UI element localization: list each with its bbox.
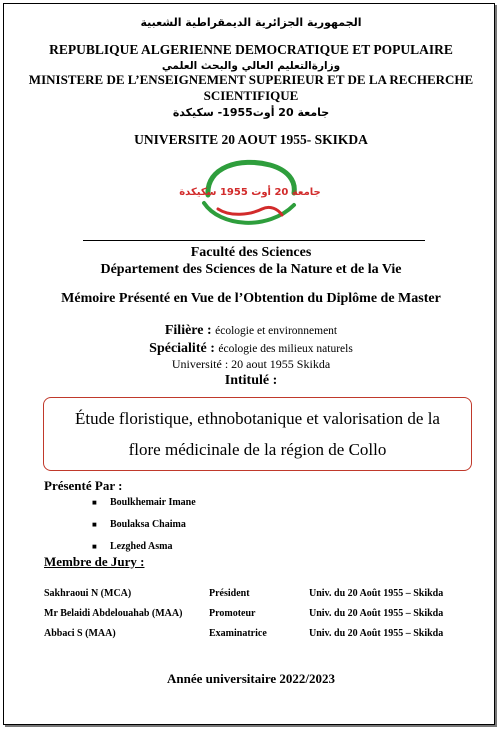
specialite-line: [0, 341, 502, 357]
academic-year: Année universitaire 2022/2023: [166, 671, 336, 686]
thesis-title-box: [43, 397, 472, 471]
jury-member-affiliation: Univ. du 20 Août 1955 – Skikda: [309, 587, 444, 599]
table-row: [44, 603, 484, 623]
jury-member-affiliation: Univ. du 20 Août 1955 – Skikda: [309, 627, 444, 639]
arabic-university-heading: جامعة 20 أوت1955- سكيكدة: [172, 106, 330, 119]
jury-member-role: Examinatrice: [209, 627, 267, 639]
republic-heading: REPUBLIQUE ALGERIENNE DEMOCRATIQUE ET POPULAIRE: [49, 42, 453, 57]
table-row: [44, 623, 484, 643]
presented-by-label: Présenté Par :: [44, 478, 123, 493]
bullet-icon: ■: [92, 542, 97, 551]
filiere-label: Filière :: [164, 323, 212, 338]
jury-member-name: Mr Belaidi Abdelouahab (MAA): [44, 607, 183, 619]
jury-member-name: Abbaci S (MAA): [44, 627, 116, 639]
specialite-label: Spécialité :: [149, 341, 215, 356]
arabic-ministry-heading: وزارةالتعليم العالي والبحث العلمي: [161, 60, 341, 72]
ministry-heading-line2: SCIENTIFIQUE: [203, 88, 299, 103]
students-list: [90, 492, 196, 558]
department-name: Département des Sciences de la Nature et de la Vie: [100, 262, 402, 277]
list-item: [90, 492, 196, 514]
student-name: Boulaksa Chaima: [110, 519, 186, 530]
specialite-value: écologie des milieux naturels: [218, 343, 353, 355]
student-name: Boulkhemair Imane: [110, 497, 196, 508]
jury-member-role: Président: [209, 587, 250, 599]
jury-label: Membre de Jury :: [44, 554, 145, 569]
separator-line: [83, 240, 425, 241]
university-heading: UNIVERSITE 20 AOUT 1955- SKIKDA: [134, 132, 368, 147]
jury-table: [44, 583, 484, 643]
faculty-name: Faculté des Sciences: [190, 245, 312, 260]
jury-member-name: Sakhraoui N (MCA): [44, 587, 132, 599]
student-name: Lezghed Asma: [110, 541, 173, 552]
memoire-statement: Mémoire Présenté en Vue de l’Obtention du Diplôme de Master: [61, 291, 441, 306]
table-row: [44, 583, 484, 603]
thesis-title-line2: flore médicinale de la région de Collo: [128, 440, 387, 459]
university-logo: [179, 153, 321, 233]
arabic-republic-heading: الجمهورية الجزائرية الديمقراطية الشعبية: [140, 16, 362, 29]
jury-member-role: Promoteur: [209, 607, 256, 619]
list-item: [90, 514, 196, 536]
filiere-value: écologie et environnement: [215, 325, 338, 337]
bullet-icon: ■: [92, 520, 97, 529]
bullet-icon: ■: [92, 498, 97, 507]
jury-member-affiliation: Univ. du 20 Août 1955 – Skikda: [309, 607, 444, 619]
ministry-heading-line1: MINISTERE DE L’ENSEIGNEMENT SUPERIEUR ET DE LA RECHERCHE: [28, 72, 474, 87]
intitule-label: Intitulé :: [224, 373, 278, 388]
filiere-line: [0, 323, 502, 339]
logo-text: جامعة 20 أوت 1955 سكيكدة: [179, 187, 321, 198]
universite-line: Université : 20 aout 1955 Skikda: [171, 357, 331, 371]
thesis-title-line1: Étude floristique, ethnobotanique et valorisation de la: [75, 409, 440, 428]
